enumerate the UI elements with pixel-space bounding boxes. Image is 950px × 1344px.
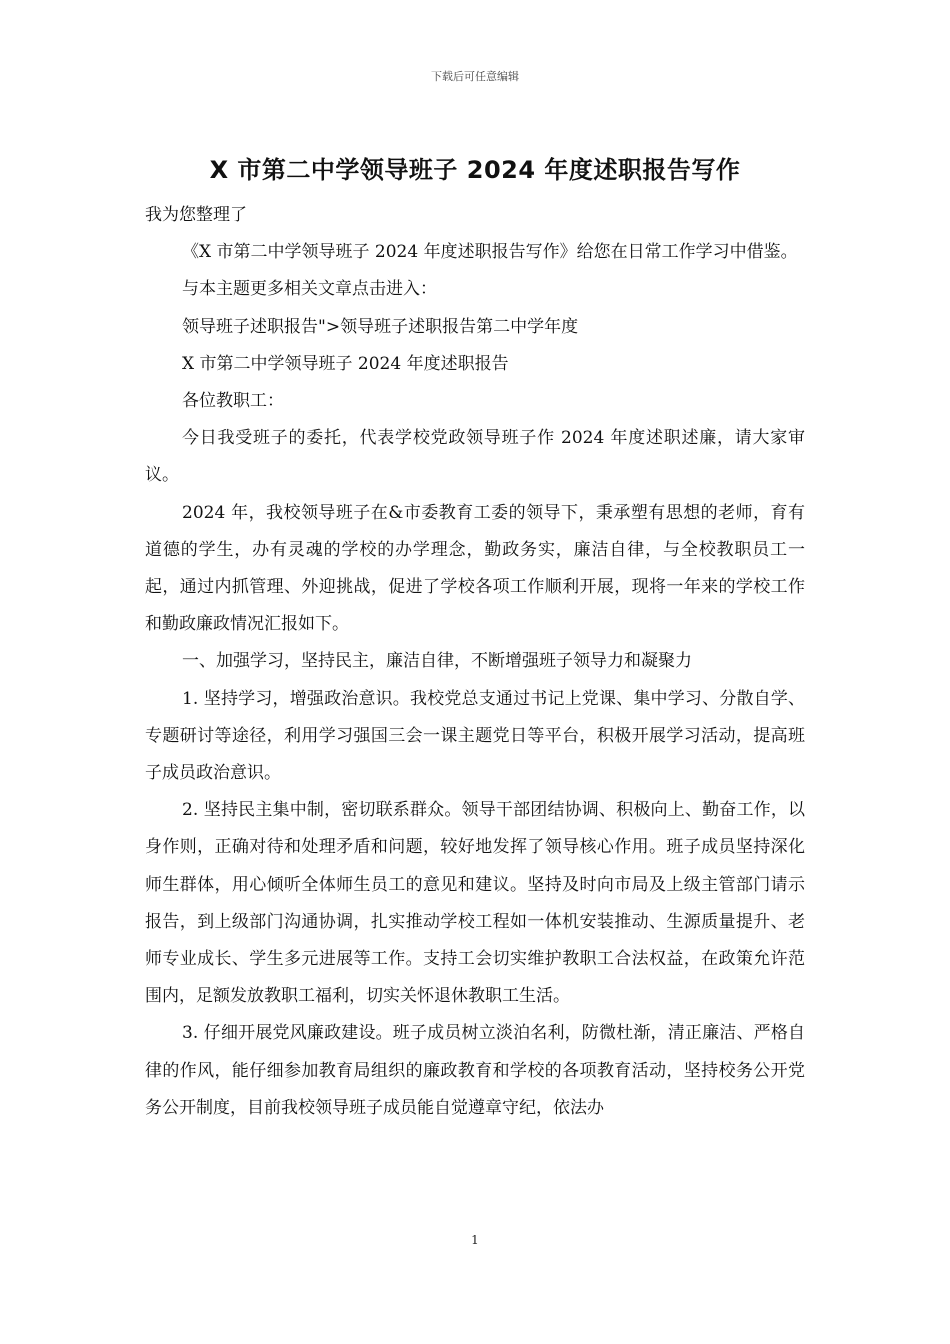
paragraph: 3. 仔细开展党风廉政建设。班子成员树立淡泊名利，防微杜渐，清正廉洁、严格自律的作风，能仔细参加教育局组织的廉政教育和学校的各项教育活动，坚持校务公开党务公开制度，目前我校领导班子成员能自觉遵章守纪，依法办 xyxy=(145,1023,805,1118)
page-header: 下载后可任意编辑 xyxy=(431,70,519,83)
paragraph: 2. 坚持民主集中制，密切联系群众。领导干部团结协调、积极向上、勤奋工作，以身作则，正确对待和处理矛盾和问题，较好地发挥了领导核心作用。班子成员坚持深化师生群体，用心倾听全体师生员工的意见和建议。坚持及时向市局及上级主管部门请示报告，到上级部门沟通协调，扎实推动学校工程如一体机安装推动、生源质量提升、老师专业成长、学生多元进展等工作。支持工会切实维护教职工合法权益，在政策允许范围内，足额发放教职工福利，切实关怀退休教职工生活。 xyxy=(145,800,805,1007)
section-heading: 一、加强学习，坚持民主，廉洁自律，不断增强班子领导力和凝聚力 xyxy=(182,651,692,672)
document-title: X 市第二中学领导班子 2024 年度述职报告写作 xyxy=(209,156,741,184)
page-number: 1 xyxy=(471,1233,479,1247)
paragraph: 1. 坚持学习，增强政治意识。我校党总支通过书记上党课、集中学习、分散自学、专题研讨等途径，利用学习强国三会一课主题党日等平台，积极开展学习活动，提高班子成员政治意识。 xyxy=(145,688,805,784)
paragraph: 2024 年，我校领导班子在&市委教育工委的领导下，秉承塑有思想的老师，育有道德的学生，办有灵魂的学校的办学理念，勤政务实，廉洁自律，与全校教职员工一起，通过内抓管理、外迎挑战，促进了学校各项工作顺利开展，现将一年来的学校工作和勤政廉政情况汇报如下。 xyxy=(145,502,805,635)
paragraph: 各位教职工： xyxy=(182,391,284,412)
paragraph: 与本主题更多相关文章点击进入： xyxy=(182,279,437,300)
paragraph: X 市第二中学领导班子 2024 年度述职报告 xyxy=(182,353,509,374)
paragraph: 《X 市第二中学领导班子 2024 年度述职报告写作》给您在日常工作学习中借鉴。 xyxy=(182,242,798,263)
related-link[interactable]: 领导班子述职报告">领导班子述职报告第二中学年度 xyxy=(182,316,579,337)
paragraph: 我为您整理了 xyxy=(145,205,247,225)
paragraph: 今日我受班子的委托，代表学校党政领导班子作 2024 年度述职述廉，请大家审议。 xyxy=(145,428,805,486)
document-body xyxy=(145,197,805,1127)
